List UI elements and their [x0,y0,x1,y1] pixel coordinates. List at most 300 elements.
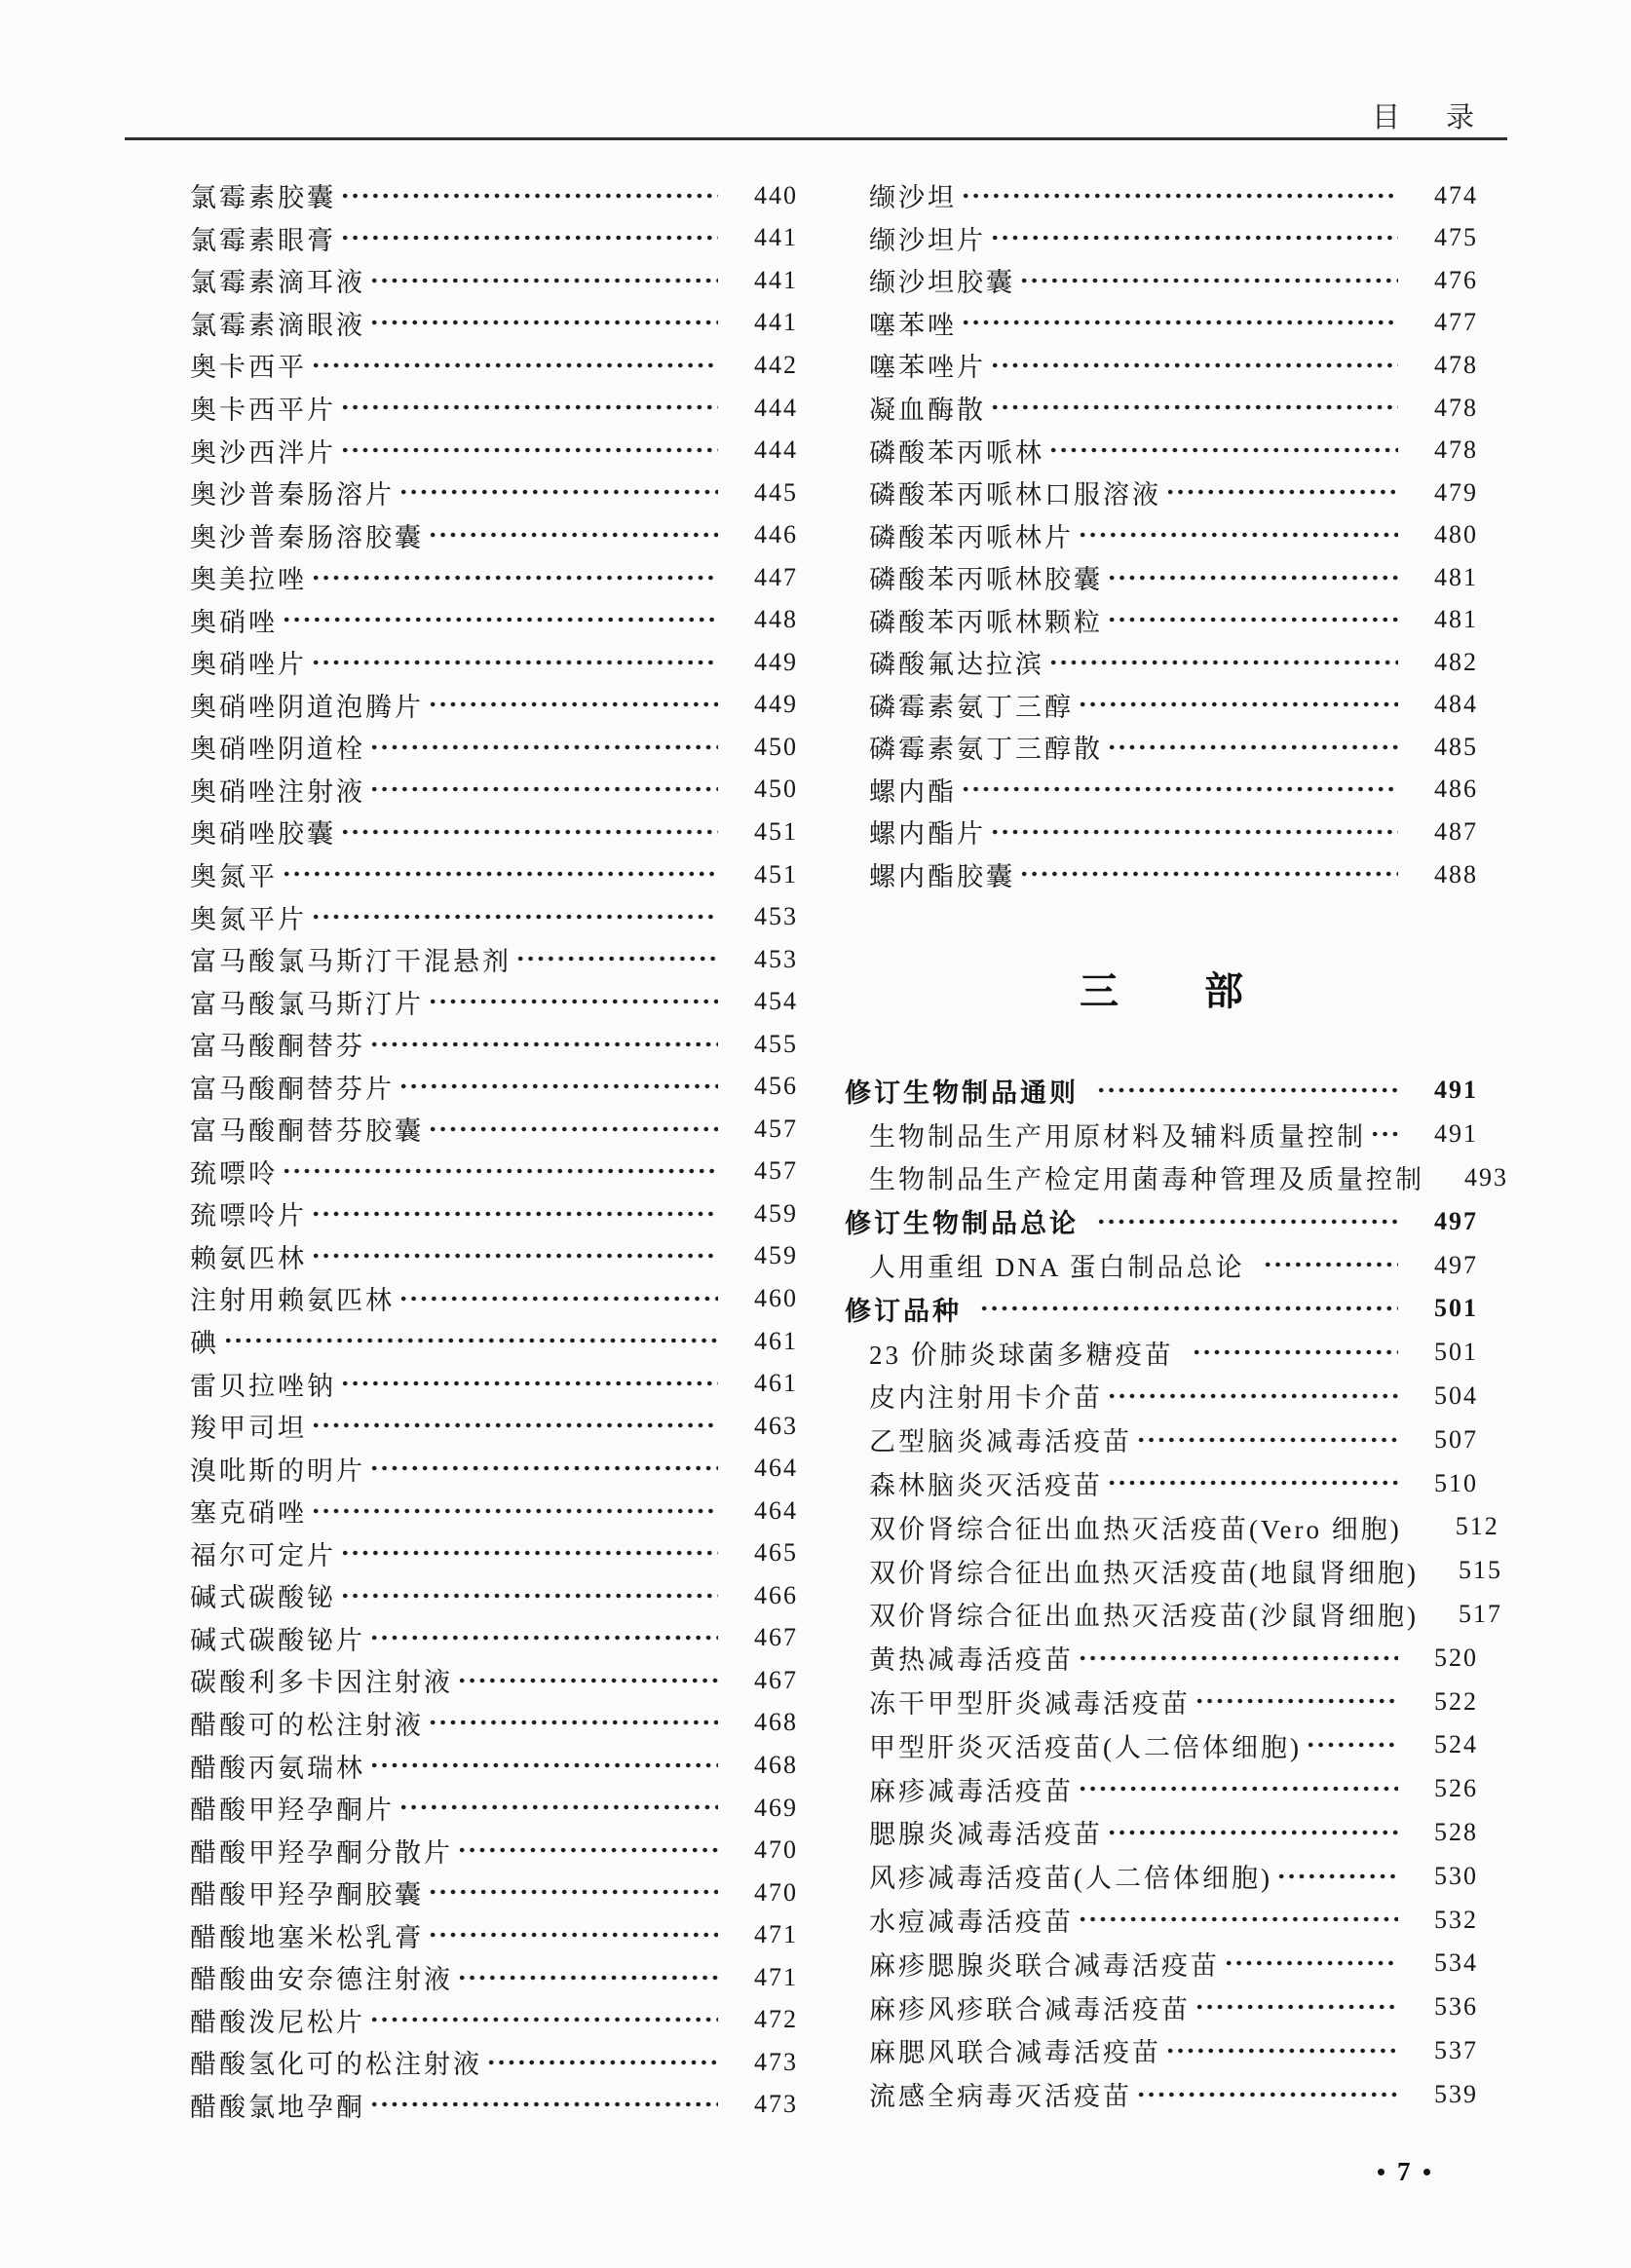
entry-title: 塞克硝唑 [190,1498,307,1529]
toc-entry-row [190,1829,798,1871]
dot-leader [990,217,1398,260]
dot-leader [979,1287,1398,1331]
toc-entry-row [190,1362,798,1405]
dot-leader [1165,2029,1398,2073]
entry-title: 流感全病毒灭活疫苗 [869,2082,1132,2112]
entry-page-number: 473 [754,2047,798,2076]
dot-leader [311,1235,718,1278]
dot-leader [1165,472,1398,514]
toc-entry-row [190,1659,798,1702]
entry-title: 奥硝唑 [190,607,278,637]
dot-leader [398,1065,718,1108]
footer-page-number: 7 [1397,2156,1411,2186]
entry-page-number: 536 [1434,1992,1478,2022]
entry-page-number: 470 [754,1877,798,1907]
entry-page-number: 504 [1434,1380,1478,1410]
entry-page-number: 491 [1434,1119,1478,1149]
toc-entry-row [190,1235,798,1278]
entry-page-number: 444 [754,435,798,465]
dot-leader [369,726,718,769]
entry-page-number: 442 [754,350,798,379]
entry-title: 氯霉素滴眼液 [190,310,365,340]
toc-entry-row [190,1574,798,1617]
dot-leader [486,2041,718,2084]
entry-title: 氯霉素眼膏 [190,225,336,255]
toc-entry-row [845,1287,1478,1331]
toc-entry-row [190,1999,798,2042]
toc-entry-row [845,726,1478,769]
dot-leader [961,302,1398,345]
dot-leader [1195,1985,1398,2029]
entry-title: 磷霉素氨丁三醇散 [869,735,1103,765]
toc-entry-row [845,1549,1502,1593]
dot-leader [1107,598,1398,641]
toc-entry-row [190,2084,798,2127]
toc-entry-row [845,1243,1478,1287]
toc-entry-row [845,1942,1478,1985]
toc-entry-row [190,1617,798,1660]
dot-leader [990,387,1398,430]
entry-title: 富马酸酮替芬 [190,1032,365,1062]
dot-leader [1224,1942,1398,1985]
entry-page-number: 476 [1434,265,1478,294]
entry-title: 碱式碳酸铋片 [190,1625,365,1655]
toc-entry-row [190,1956,798,1999]
entry-title: 奥沙普秦肠溶片 [190,480,395,510]
toc-entry-row [845,1375,1478,1418]
dot-leader [1107,726,1398,769]
toc-entry-row [845,1811,1478,1855]
toc-entry-row [190,769,798,812]
entry-title: 福尔可定片 [190,1540,336,1570]
entry-title: 醋酸泼尼松片 [190,2007,365,2037]
entry-title: 23 价肺炎球菌多糖疫苗 [869,1340,1174,1370]
entry-page-number: 461 [754,1369,798,1398]
entry-title: 修订生物制品总论 [845,1209,1079,1239]
entry-page-number: 486 [1434,775,1478,804]
dot-leader [311,1490,718,1532]
dot-leader [1136,2072,1398,2116]
entry-page-number: 474 [1434,180,1478,209]
dot-leader [311,1405,718,1448]
dot-leader [1078,1898,1398,1942]
entry-title: 奥硝唑阴道栓 [190,735,365,765]
toc-entry-row [845,302,1478,345]
entry-page-number: 441 [754,265,798,294]
entry-page-number: 477 [1434,308,1478,337]
entry-title: 缬沙坦胶囊 [869,268,1015,298]
entry-title: 奥硝唑阴道泡腾片 [190,692,424,722]
entry-page-number: 475 [1434,223,1478,252]
entry-page-number: 491 [1434,1076,1478,1105]
toc-entry-row [190,1532,798,1575]
entry-title: 磷酸苯丙哌林 [869,437,1044,468]
toc-entry-row [845,2072,1478,2116]
toc-entry-row [845,1199,1478,1243]
entry-title: 富马酸氯马斯汀干混悬剂 [190,947,512,977]
dot-leader [311,344,718,387]
entry-title: 雷贝拉唑钠 [190,1371,336,1401]
entry-page-number: 451 [754,859,798,888]
entry-title: 奥美拉唑 [190,565,307,595]
toc-entry-row [845,684,1478,727]
entry-page-number: 473 [754,2090,798,2119]
header-divider [125,137,1507,140]
entry-page-number: 481 [1434,605,1478,634]
toc-entry-row [190,1277,798,1320]
entry-title: 磷霉素氨丁三醇 [869,692,1074,722]
toc-entry-row [845,1898,1478,1942]
entry-title: 皮内注射用卡介苗 [869,1383,1103,1414]
dot-leader [428,1871,718,1914]
entry-title: 奥卡西平 [190,353,307,383]
entry-title: 凝血酶散 [869,396,986,425]
toc-entry-row [845,1636,1478,1680]
entry-page-number: 470 [754,1835,798,1865]
entry-title: 螺内酯 [869,776,957,807]
toc-entry-row [190,429,798,472]
entry-page-number: 537 [1434,2035,1478,2064]
dot-leader [961,174,1398,217]
toc-entry-row [190,980,798,1023]
entry-title: 奥氮平 [190,862,278,892]
dot-leader [398,472,718,514]
dot-leader [369,2084,718,2127]
entry-title: 醋酸丙氨瑞林 [190,1753,365,1783]
dot-leader [311,895,718,938]
entry-page-number: 532 [1434,1905,1478,1934]
toc-entry-row [190,1871,798,1914]
dot-leader [990,811,1398,853]
entry-page-number: 456 [754,1072,798,1101]
part-heading-char: 部 [1204,969,1243,1013]
entry-title: 乙型脑炎减毒活疫苗 [869,1427,1132,1457]
dot-leader [1078,1636,1398,1680]
entry-title: 森林脑炎灭活疫苗 [869,1471,1103,1501]
entry-page-number: 440 [754,180,798,209]
entry-title: 醋酸氢化可的松注射液 [190,2050,482,2080]
dot-leader [428,1913,718,1956]
entry-title: 磷酸苯丙哌林胶囊 [869,565,1103,595]
entry-page-number: 467 [754,1665,798,1694]
entry-page-number: 497 [1434,1206,1478,1235]
entry-page-number: 450 [754,732,798,761]
entry-title: 人用重组 DNA 蛋白制品总论 [869,1253,1245,1283]
entry-title: 碘 [190,1329,219,1359]
dot-leader [311,1192,718,1235]
entry-title: 黄热减毒活疫苗 [869,1645,1074,1676]
dot-leader [1078,513,1398,556]
toc-entry-row [845,513,1478,556]
entry-title: 磷酸苯丙哌林口服溶液 [869,480,1161,510]
entry-page-number: 485 [1434,732,1478,761]
dot-leader [398,1277,718,1320]
dot-leader [428,513,718,556]
entry-title: 噻苯唑片 [869,353,986,383]
dot-leader [223,1320,718,1363]
entry-page-number: 534 [1434,1948,1478,1978]
entry-page-number: 464 [754,1454,798,1483]
entry-page-number: 441 [754,223,798,252]
dot-leader [340,429,718,472]
entry-page-number: 460 [754,1283,798,1312]
dot-leader [282,1151,718,1193]
toc-entry-row [190,1023,798,1066]
entry-title: 麻疹减毒活疫苗 [869,1776,1074,1806]
entry-page-number: 479 [1434,477,1478,507]
toc-entry-row [190,938,798,981]
toc-entry-row [190,387,798,430]
toc-entry-row [190,1108,798,1151]
dot-leader [1096,1069,1398,1113]
dot-leader [1136,1418,1398,1461]
entry-page-number: 448 [754,605,798,634]
entry-title: 巯嘌呤片 [190,1201,307,1231]
toc-entry-row [845,1505,1499,1549]
toc-entry-row [845,1331,1478,1375]
entry-title: 醋酸地塞米松乳膏 [190,1922,424,1952]
entry-title: 磷酸苯丙哌林颗粒 [869,607,1103,637]
toc-entry-row [190,1702,798,1745]
entry-page-number: 487 [1434,816,1478,846]
dot-leader [1370,1113,1398,1156]
dot-leader [1019,259,1398,302]
entry-page-number: 497 [1434,1250,1478,1279]
dot-leader [428,1702,718,1745]
dot-leader [282,598,718,641]
toc-entry-row [190,1490,798,1532]
toc-entry-row [845,1680,1478,1723]
dot-leader [428,980,718,1023]
toc-entry-row [190,684,798,727]
entry-title: 修订品种 [845,1296,962,1326]
entry-title: 甲型肝炎灭活疫苗(人二倍体细胞) [869,1732,1302,1762]
entry-page-number: 539 [1434,2079,1478,2108]
dot-leader [1078,684,1398,727]
dot-leader [1048,641,1398,684]
entry-page-number: 520 [1434,1643,1478,1672]
entry-title: 富马酸酮替芬片 [190,1074,395,1104]
dot-leader [457,1956,718,1999]
dot-leader [369,1023,718,1066]
entry-title: 双价肾综合征出血热灭活疫苗(Vero 细胞) [869,1514,1402,1544]
entry-page-number: 488 [1434,859,1478,888]
toc-entry-row [845,1767,1478,1811]
entry-page-number: 526 [1434,1774,1478,1803]
entry-page-number: 507 [1434,1424,1478,1454]
toc-entry-row [190,598,798,641]
entry-title: 醋酸可的松注射液 [190,1710,424,1740]
entry-title: 螺内酯胶囊 [869,862,1015,892]
entry-title: 噻苯唑 [869,310,957,340]
entry-page-number: 528 [1434,1817,1478,1846]
entry-title: 溴吡斯的明片 [190,1455,365,1486]
part-heading-char: 三 [1080,969,1119,1013]
toc-entry-row [845,556,1478,599]
entry-title: 冻干甲型肝炎减毒活疫苗 [869,1689,1191,1720]
dot-leader [1107,1461,1398,1505]
entry-page-number: 450 [754,775,798,804]
toc-entry-row [845,598,1478,641]
toc-entry-row [845,387,1478,430]
dot-leader [990,344,1398,387]
toc-entry-row [190,217,798,260]
entry-page-number: 478 [1434,393,1478,422]
dot-leader [311,556,718,599]
toc-entry-row [845,472,1478,514]
toc-entry-row [845,641,1478,684]
dot-leader [428,684,718,727]
toc-entry-row [190,1447,798,1490]
entry-page-number: 457 [754,1114,798,1143]
entry-title: 螺内酯片 [869,819,986,850]
entry-page-number: 464 [754,1495,798,1525]
entry-page-number: 445 [754,477,798,507]
dot-leader [340,811,718,853]
entry-page-number: 453 [754,902,798,931]
toc-entry-row [845,1985,1478,2029]
entry-page-number: 481 [1434,562,1478,591]
toc-entry-row [845,1723,1478,1767]
entry-title: 奥硝唑胶囊 [190,819,336,850]
dot-leader [1096,1199,1398,1243]
entry-page-number: 449 [754,647,798,676]
toc-entry-row [845,429,1478,472]
toc-entry-row [190,1913,798,1956]
toc-entry-row [845,1854,1478,1898]
entry-page-number: 451 [754,816,798,846]
dot-leader [457,1659,718,1702]
entry-page-number: 468 [754,1708,798,1737]
toc-entry-row [845,344,1478,387]
toc-entry-row [845,174,1478,217]
toc-entry-row [845,259,1478,302]
toc-entry-row [190,344,798,387]
entry-page-number: 459 [754,1198,798,1228]
entry-page-number: 512 [1455,1512,1499,1541]
entry-title: 麻疹风疹联合减毒活疫苗 [869,1994,1191,2024]
entry-page-number: 478 [1434,350,1478,379]
dot-leader [428,1108,718,1151]
footer-dot-icon [1378,2169,1384,2175]
entry-title: 奥卡西平片 [190,396,336,425]
entry-page-number: 463 [754,1411,798,1440]
entry-title: 奥硝唑注射液 [190,776,365,807]
entry-title: 注射用赖氨匹林 [190,1286,395,1316]
dot-leader [457,1829,718,1871]
entry-title: 巯嘌呤 [190,1158,278,1189]
toc-entry-row [190,1151,798,1193]
entry-title: 磷酸苯丙哌林片 [869,522,1074,552]
toc-column-left [190,174,798,2126]
dot-leader [1263,1243,1398,1287]
entry-page-number: 501 [1434,1338,1478,1367]
toc-entry-row [190,853,798,896]
entry-title: 碱式碳酸铋 [190,1583,336,1613]
dot-leader [369,1999,718,2042]
dot-leader [1306,1723,1398,1767]
entry-page-number: 471 [754,1920,798,1949]
entry-page-number: 461 [754,1326,798,1355]
toc-entry-row [190,1320,798,1363]
toc-entry-row [190,895,798,938]
toc-entry-row [190,726,798,769]
entry-page-number: 478 [1434,435,1478,465]
entry-page-number: 510 [1434,1468,1478,1497]
toc-entry-row [190,641,798,684]
entry-title: 醋酸甲羟孕酮片 [190,1796,395,1826]
entry-page-number: 517 [1458,1599,1502,1628]
footer-dot-icon [1423,2169,1430,2175]
dot-leader [340,1574,718,1617]
toc-entry-row [845,217,1478,260]
page-title-char: 目 [1372,102,1401,133]
entry-page-number: 449 [754,690,798,719]
dot-leader [369,1447,718,1490]
toc-entry-row [190,1405,798,1448]
entry-title: 麻腮风联合减毒活疫苗 [869,2038,1161,2068]
toc-entry-row [190,811,798,853]
toc-entry-row [845,1156,1508,1200]
entry-title: 风疹减毒活疫苗(人二倍体细胞) [869,1864,1272,1894]
entry-title: 醋酸甲羟孕酮胶囊 [190,1880,424,1910]
dot-leader [1276,1854,1398,1898]
entry-page-number: 457 [754,1156,798,1186]
toc-entry-row [190,472,798,514]
entry-title: 氯霉素胶囊 [190,183,336,213]
dot-leader [369,769,718,812]
toc-entry-row [190,302,798,345]
entry-title: 奥沙西泮片 [190,437,336,468]
dot-leader [1019,853,1398,896]
page-title [1372,95,1474,135]
entry-page-number: 480 [1434,520,1478,549]
entry-page-number: 472 [754,2005,798,2034]
entry-title: 麻疹腮腺炎联合减毒活疫苗 [869,1950,1220,1981]
entry-page-number: 454 [754,987,798,1016]
entry-title: 缬沙坦 [869,183,957,213]
toc-entry-row [845,1593,1502,1637]
entry-page-number: 530 [1434,1861,1478,1890]
dot-leader [1078,1767,1398,1811]
dot-leader [369,1617,718,1660]
toc-entry-row [845,1113,1478,1156]
entry-title: 醋酸曲安奈德注射液 [190,1965,453,1995]
dot-leader [311,641,718,684]
toc-entry-row [190,259,798,302]
entry-page-number: 446 [754,520,798,549]
dot-leader [340,217,718,260]
dot-leader [340,1532,718,1575]
toc-entry-row [190,2041,798,2084]
entry-page-number: 482 [1434,647,1478,676]
entry-page-number: 469 [754,1793,798,1822]
entry-title: 腮腺炎减毒活疫苗 [869,1820,1103,1850]
toc-entry-row [845,1418,1478,1461]
page-title-char: 录 [1446,102,1475,133]
toc-entry-row [845,1069,1478,1113]
toc-column-right-sections [845,1069,1508,2116]
toc-entry-row [190,174,798,217]
entry-page-number: 501 [1434,1294,1478,1323]
entry-title: 碳酸利多卡因注射液 [190,1668,453,1698]
entry-page-number: 522 [1434,1686,1478,1716]
entry-page-number: 484 [1434,690,1478,719]
toc-entry-row [845,1461,1478,1505]
entry-page-number: 455 [754,1029,798,1058]
entry-title: 缬沙坦片 [869,225,986,255]
entry-title: 生物制品生产用原材料及辅料质量控制 [869,1121,1366,1152]
